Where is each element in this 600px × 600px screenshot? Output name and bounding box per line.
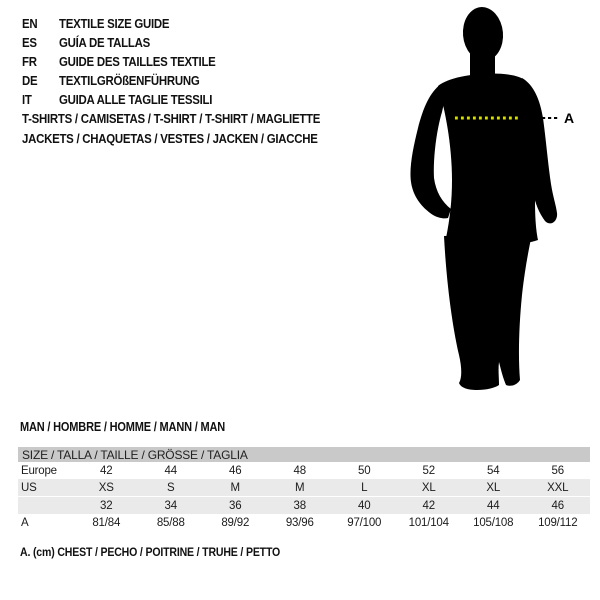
cell: XXL xyxy=(526,479,591,497)
cell: 36 xyxy=(203,497,268,515)
cell: 34 xyxy=(139,497,204,515)
language-code: IT xyxy=(22,92,32,107)
cell: 44 xyxy=(164,464,177,477)
row-label xyxy=(18,497,74,515)
footnote: A. (cm) CHEST / PECHO / POITRINE / TRUHE / PETTO xyxy=(20,545,281,559)
cell: M xyxy=(203,479,268,497)
language-label: GUÍA DE TALLAS xyxy=(59,35,150,50)
language-code: ES xyxy=(22,35,37,50)
cell: 38 xyxy=(268,497,333,515)
cell: 105/108 xyxy=(473,516,514,529)
cell: 109/112 xyxy=(538,516,578,529)
language-row xyxy=(22,52,237,71)
category-lines xyxy=(22,109,361,148)
cell: 50 xyxy=(358,464,371,477)
man-silhouette xyxy=(410,5,557,390)
right-arm-shape xyxy=(522,78,558,223)
language-code: DE xyxy=(22,73,38,88)
head-shape xyxy=(461,5,506,62)
cell: 101/104 xyxy=(408,516,449,529)
cell: 81/84 xyxy=(92,516,121,529)
language-row xyxy=(22,90,237,109)
cell: 46 xyxy=(229,464,242,477)
language-row xyxy=(22,71,237,90)
cell: 42 xyxy=(397,497,462,515)
cell: XL xyxy=(461,479,526,497)
cell: 93/96 xyxy=(285,516,314,529)
cell: 97/100 xyxy=(347,516,382,529)
language-code: EN xyxy=(22,16,38,31)
language-row xyxy=(22,14,237,33)
size-table xyxy=(18,447,590,531)
size-table-header-row xyxy=(18,447,590,462)
cell: 52 xyxy=(422,464,435,477)
table-row-chest xyxy=(18,514,590,531)
table-row-us xyxy=(18,479,590,497)
language-row xyxy=(22,33,237,52)
cell: 85/88 xyxy=(156,516,185,529)
section-title: MAN / HOMBRE / HOMME / MANN / MAN xyxy=(20,420,226,434)
cell: 32 xyxy=(74,497,139,515)
cell: L xyxy=(332,479,397,497)
cell: M xyxy=(268,479,333,497)
row-label: A xyxy=(21,516,29,529)
language-label: TEXTILGRÖßENFÜHRUNG xyxy=(59,73,200,88)
cell: 56 xyxy=(551,464,564,477)
neck-shape xyxy=(470,48,495,76)
torso-shape xyxy=(438,74,538,246)
cell: XL xyxy=(397,479,462,497)
cell: 42 xyxy=(100,464,113,477)
cell: 54 xyxy=(487,464,500,477)
legs-shape xyxy=(444,234,532,390)
row-label: Europe xyxy=(21,464,57,477)
cell: XS xyxy=(74,479,139,497)
cell: 46 xyxy=(526,497,591,515)
language-label: GUIDE DES TAILLES TEXTILE xyxy=(59,54,216,69)
size-table-header: SIZE / TALLA / TAILLE / GRÖSSE / TAGLIA xyxy=(18,447,590,462)
language-label: TEXTILE SIZE GUIDE xyxy=(59,16,170,31)
measure-label-a: A xyxy=(564,110,575,126)
language-label: GUIDA ALLE TAGLIE TESSILI xyxy=(59,92,213,107)
row-label: US xyxy=(18,479,74,497)
table-row-europe xyxy=(18,462,590,479)
language-code: FR xyxy=(22,54,37,69)
table-row-us-numeric xyxy=(18,497,590,515)
cell: S xyxy=(139,479,204,497)
cell: 40 xyxy=(332,497,397,515)
category-line-jackets: JACKETS / CHAQUETAS / VESTES / JACKEN / GIACCHE xyxy=(22,130,318,146)
cell: 48 xyxy=(293,464,306,477)
cell: 89/92 xyxy=(221,516,250,529)
cell: 44 xyxy=(461,497,526,515)
language-list xyxy=(22,14,237,109)
category-line-tshirts: T-SHIRTS / CAMISETAS / T-SHIRT / T-SHIRT / MAGLIETTE xyxy=(22,111,321,126)
left-arm-shape xyxy=(410,84,451,218)
